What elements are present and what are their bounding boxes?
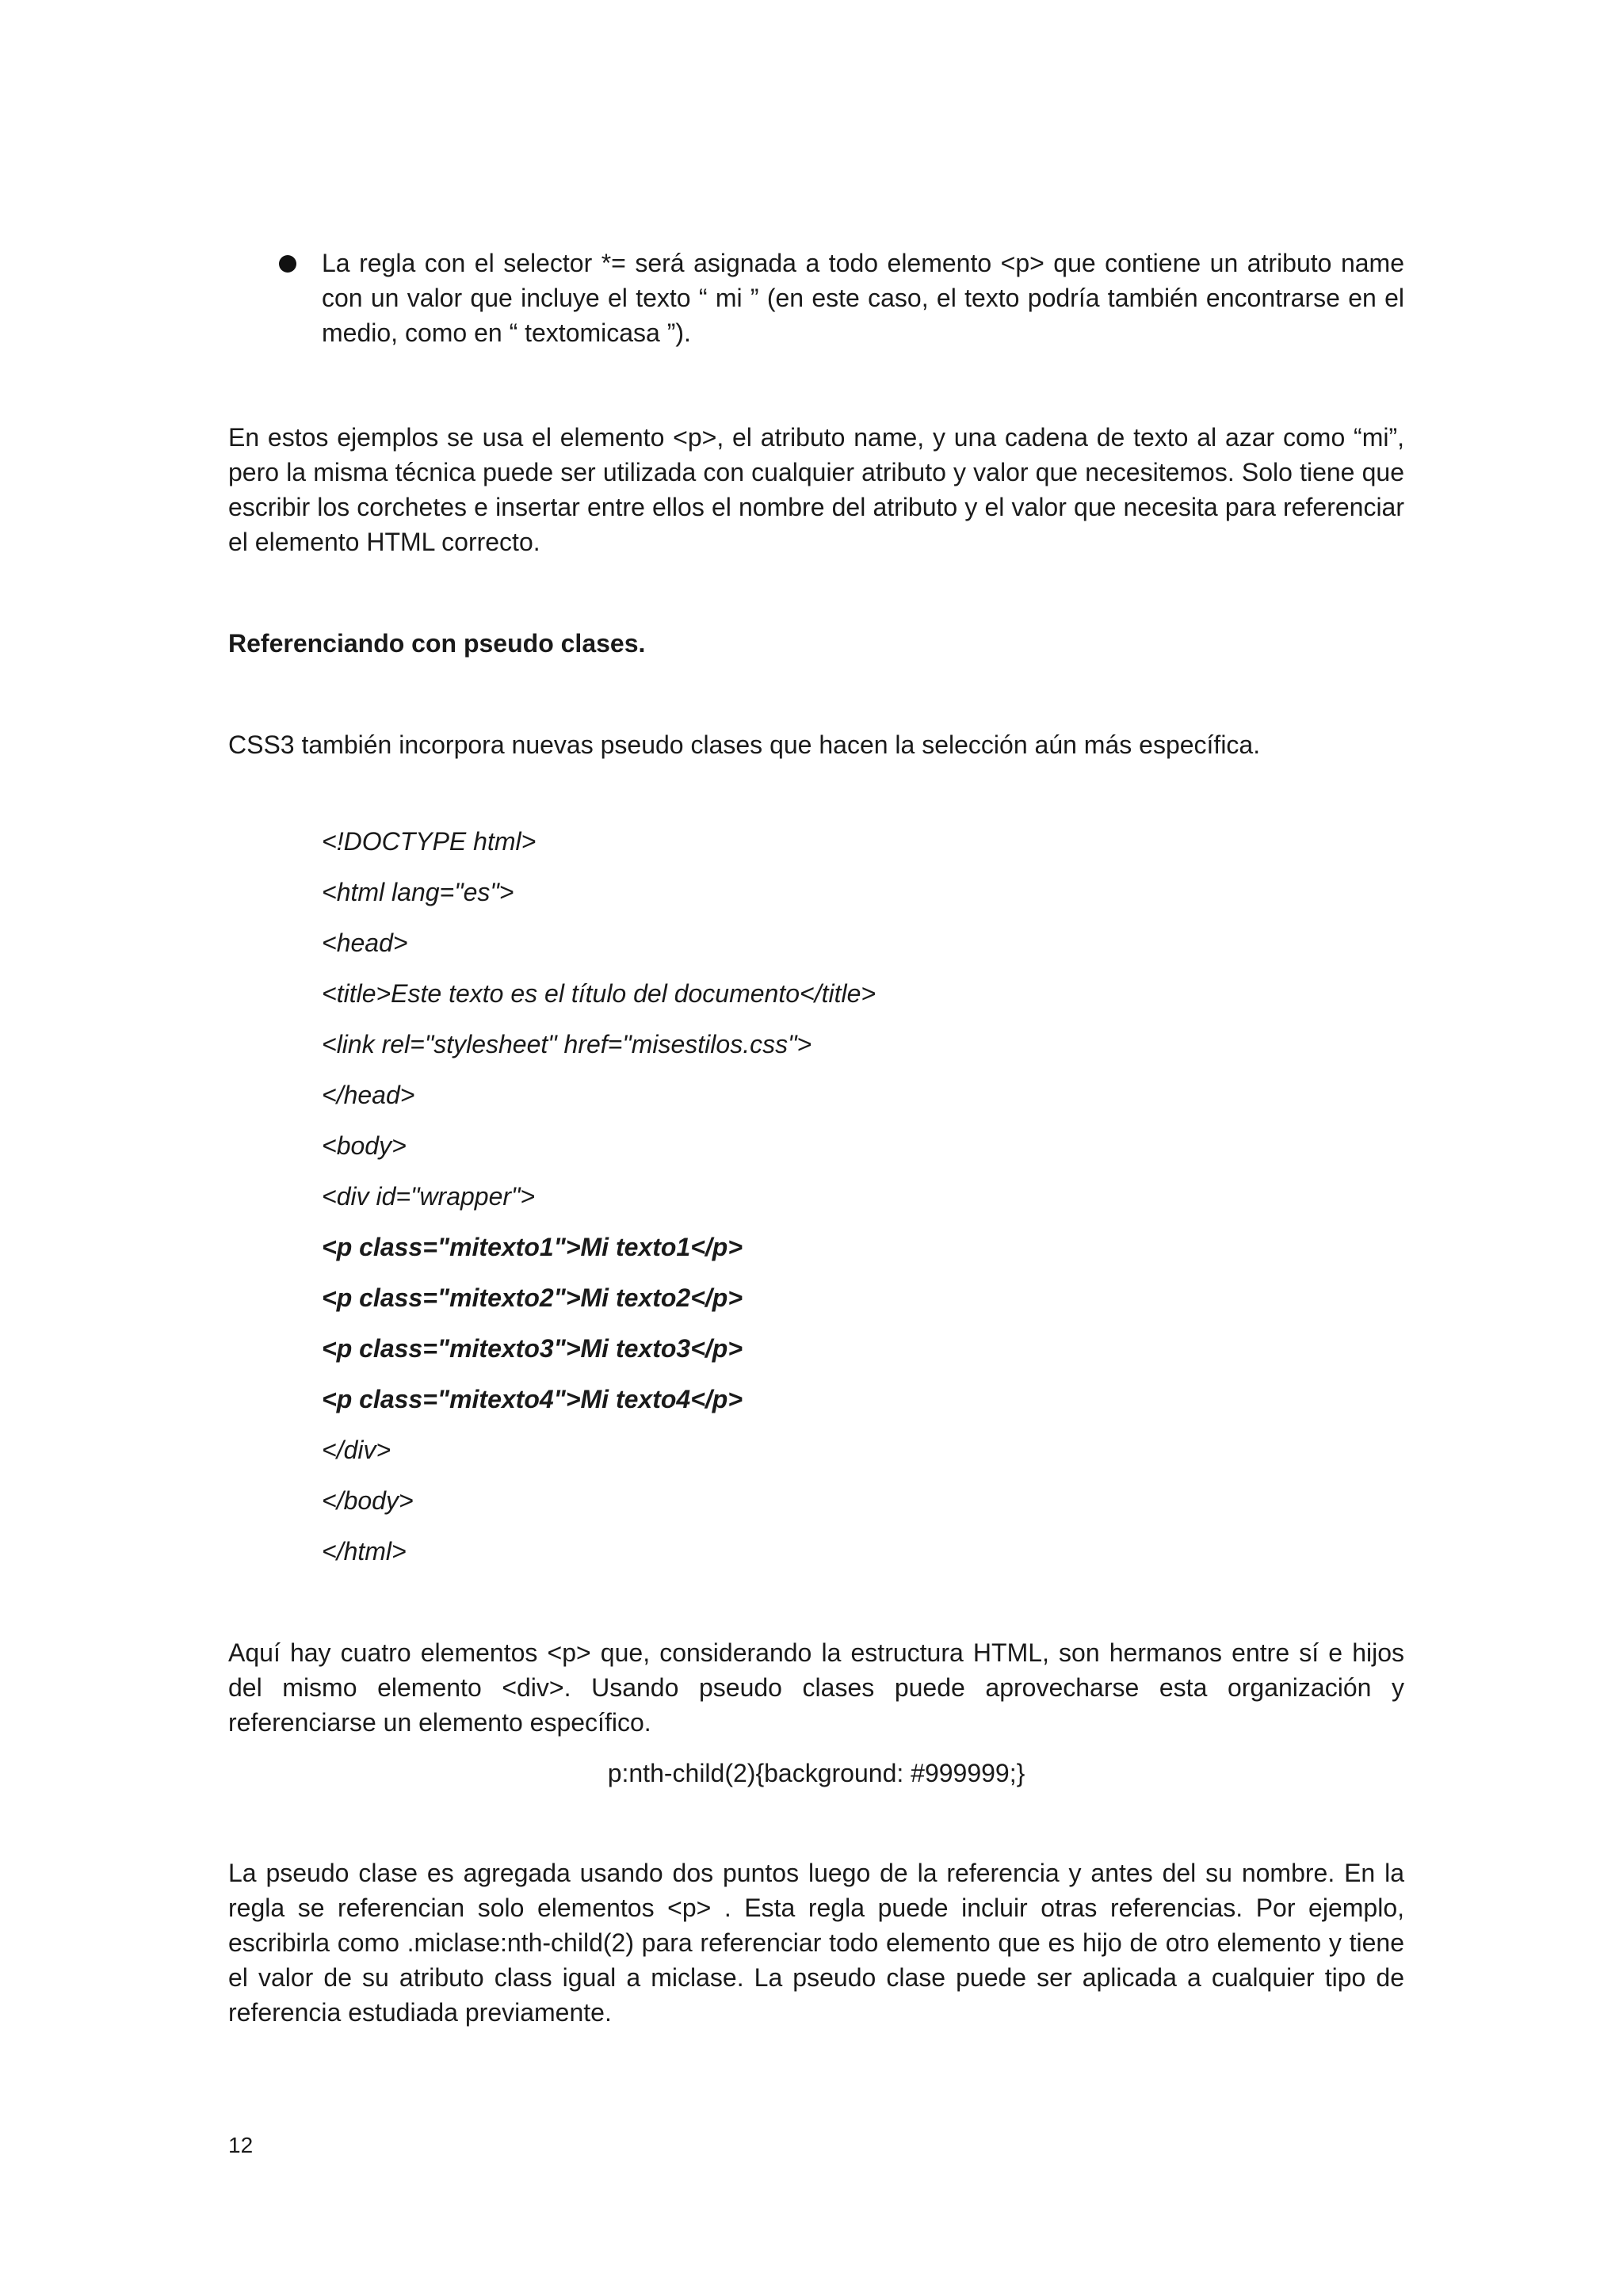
paragraph-pseudo-usage: La pseudo clase es agregada usando dos puntos luego de la referencia y antes del su nombre. En la regla se referencian solo elementos <p> . Esta regla puede incluir otras referencias. Por ejemplo, escribirla como .miclase:nth-child(2) para referenciar todo elemento que es hijo de otro elemento y tiene el valor de su atributo class igual a miclase. La pseudo clase puede ser aplicada a cualquier tipo de referencia estudiada previamente.	[228, 1859, 1404, 2027]
code-line: <title>Este texto es el título del documento</title>	[322, 979, 876, 1008]
code-line: </head>	[322, 1081, 415, 1109]
code-line: <link rel="stylesheet" href="misestilos.css">	[322, 1030, 812, 1058]
code-line: <div id="wrapper">	[322, 1182, 536, 1211]
bullet-item-text: La regla con el selector *= será asignada a todo elemento <p> que contiene un atributo name con un valor que incluye el texto “ mi ” (en este caso, el texto podría también encontrarse en el medio, como en “ textomicasa ”).	[322, 249, 1404, 347]
code-line-highlighted: <p class="mitexto4">Mi texto4</p>	[322, 1385, 743, 1413]
paragraph-attribute-selectors: En estos ejemplos se usa el elemento <p>, el atributo name, y una cadena de texto al azar como “mi”, pero la misma técnica puede ser utilizada con cualquier atributo y valor que necesitemos. Solo tiene que escribir los corchetes e insertar entre ellos el nombre del atributo y el valor que necesita para referenciar el elemento HTML correcto.	[228, 423, 1404, 556]
code-listing	[322, 824, 876, 1585]
code-line: <html lang="es">	[322, 878, 514, 906]
code-line: </html>	[322, 1537, 407, 1566]
section-heading: Referenciando con pseudo clases.	[228, 629, 646, 658]
code-line: <head>	[322, 929, 408, 957]
code-line: <!DOCTYPE html>	[322, 827, 537, 856]
css-rule-example: p:nth-child(2){background: #999999;}	[607, 1759, 1025, 1787]
paragraph-siblings: Aquí hay cuatro elementos <p> que, considerando la estructura HTML, son hermanos entre sí e hijos del mismo elemento <div>. Usando pseudo clases puede aprovecharse esta organización y referenciarse un elemento específico.	[228, 1638, 1404, 1737]
paragraph-pseudo-intro: CSS3 también incorpora nuevas pseudo clases que hacen la selección aún más específica.	[228, 730, 1261, 759]
code-line: </body>	[322, 1486, 414, 1515]
code-line-highlighted: <p class="mitexto2">Mi texto2</p>	[322, 1283, 743, 1312]
code-line: </div>	[322, 1436, 391, 1464]
code-line: <body>	[322, 1131, 407, 1160]
page-number: 12	[228, 2133, 254, 2157]
code-line-highlighted: <p class="mitexto3">Mi texto3</p>	[322, 1334, 743, 1363]
code-line-highlighted: <p class="mitexto1">Mi texto1</p>	[322, 1233, 743, 1261]
bullet-icon	[279, 255, 296, 273]
